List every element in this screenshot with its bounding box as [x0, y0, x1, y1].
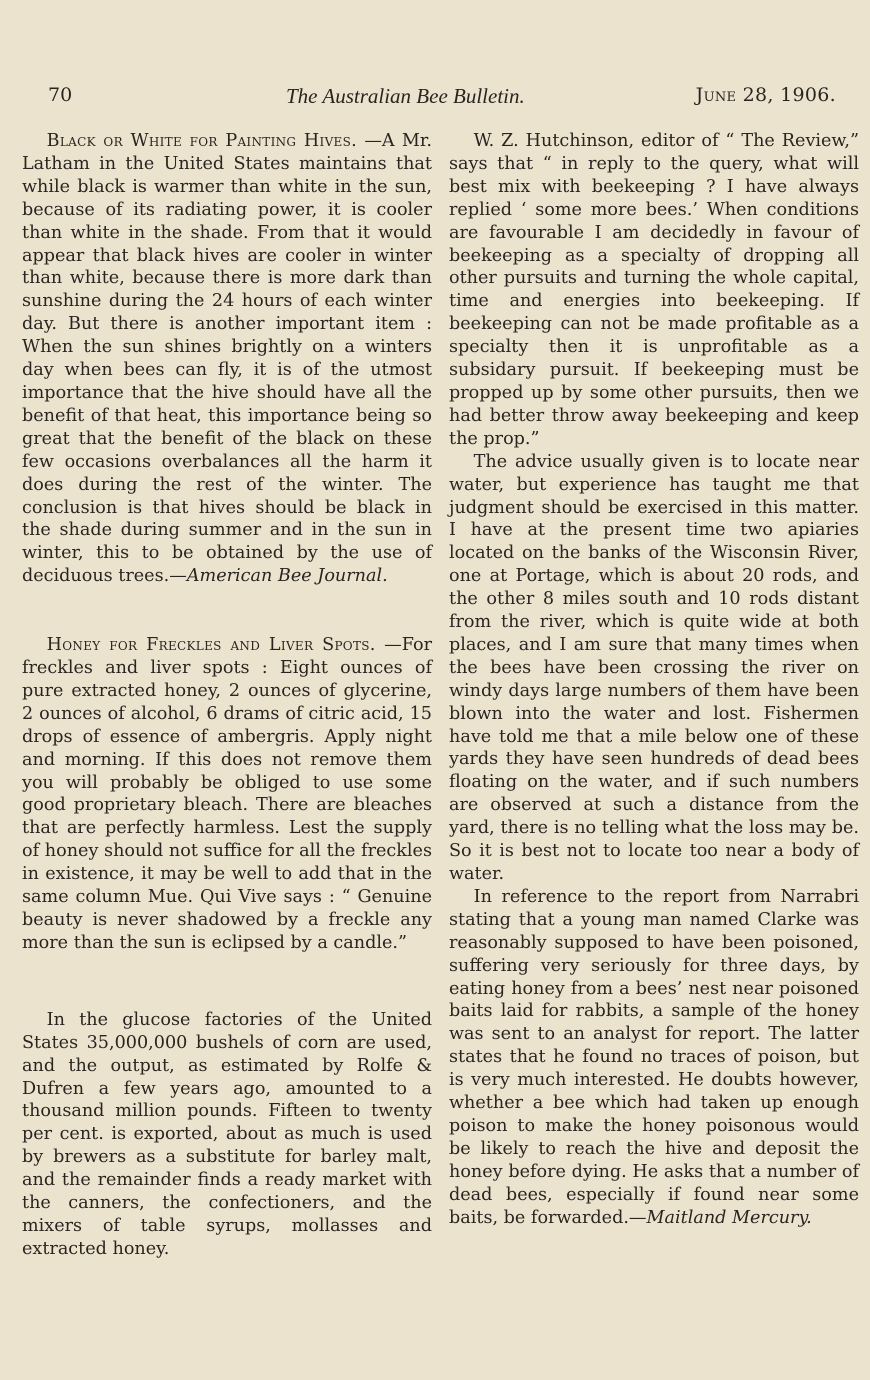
article-painting-hives	[22, 130, 432, 588]
page-header	[48, 84, 842, 114]
right-column	[449, 130, 859, 1230]
article-separator	[22, 955, 432, 1009]
page-number: 70	[48, 84, 73, 106]
article-source: Maitland Mercury.	[646, 1207, 812, 1228]
article-body: —A Mr. Latham in the United States maintains that while black is warmer than white in the sun, because of its radiating power, it is cooler than white in the shade. From that it would appear that black hives are cooler in winter than white, because there is more dark than sunshine during the 24 hours of each winter day. But there is another important item : When the sun shines brightly on a winters day when bees can fly, it is of the utmost importance that the hive should have all the benefit of that heat, this importance being so great that the benefit of the black on these few occasions overbalances all the harm it does during the rest of the winter. The conclusion is that hives should be black in the shade during summer and in the sun in winter, this to be obtained by the use of deciduous trees.—	[22, 131, 432, 587]
article-source: American Bee Journal.	[186, 566, 388, 587]
article-heading: Black or White for Painting Hives.	[46, 131, 358, 151]
journal-title: The Australian Bee Bulletin.	[286, 84, 525, 108]
paragraph-body: In reference to the report from Narrabri stating that a young man named Clarke was reasonably supposed to have been poisoned, suffering very seriously for three days, by eating honey from a bees’ nest near poisoned baits laid for rabbits, a sample of the honey was sent to an analyst for report. The latter states that he found no traces of poison, but is very much interested. He doubts however, whether a bee which had taken up enough poison to make the honey poisonous would be likely to reach the hive and deposit the honey before dying. He asks that a number of dead bees, especially if found near some baits, be forwarded.—	[449, 886, 859, 1228]
left-column	[22, 130, 432, 1261]
article-heading: Honey for Freckles and Liver Spots.	[46, 635, 376, 656]
paragraph-location-water: The advice usually given is to locate near water, but experience has taught me that judgment should be exercised in this matter. I have at the present time two apiaries located on the banks of the Wisconsin River, one at Portage, which is about 20 rods, and the other 8 miles south and 10 rods distant from the river, which is quite wide at both places, and I am sure that many times when the bees have been crossing the river on windy days large numbers of them have been blown into the water and lost. Fishermen have told me that a mile below one of these yards they have seen hundreds of dead bees floating on the water, and if such numbers are observed at such a distance from the yard, there is no telling what the loss may be. So it is best not to locate too near a body of water.	[449, 451, 859, 884]
issue-date: June 28, 1906.	[695, 84, 836, 106]
article-freckles	[22, 634, 432, 955]
article-separator	[22, 588, 432, 634]
paragraph-hutchinson: W. Z. Hutchinson, editor of “ The Review,” says that “ in reply to the query, what will best mix with beekeeping ? I have always replied ‘ some more bees.’ When conditions are favourable I am decidedly in favour of beekeeping as a specialty of dropping all other pursuits and turning the whole capital, time and energies into beekeeping. If beekeeping can not be made profitable as a specialty then it is unprofitable as a subsidary pursuit. If beekeeping must be propped up by some other pursuits, then we had better throw away beekeeping and keep the prop.”	[449, 131, 859, 449]
paragraph-narrabri	[449, 886, 859, 1230]
article-glucose: In the glucose factories of the United States 35,000,000 bushels of corn are used, and the output, as estimated by Rolfe & Dufren a few years ago, amounted to a thousand million pounds. Fifteen to twenty per cent. is exported, about as much is used by brewers as a substitute for barley malt, and the remainder finds a ready market with the canners, the confectioners, and the mixers of table syrups, mollasses and extracted honey.	[22, 1009, 432, 1259]
article-body: —For freckles and liver spots : Eight ounces of pure extracted honey, 2 ounces of glycerine, 2 ounces of alcohol, 6 drams of citric acid, 15 drops of essence of ambergris. Apply night and morning. If this does not remove them you will probably be obliged to use some good proprietary bleach. There are bleaches that are perfectly harmless. Lest the supply of honey should not suffice for all the freckles in existence, it may be well to add that in the same column Mue. Qui Vive says : “ Genuine beauty is never shadowed by a freckle any more than the sun is eclipsed by a candle.”	[22, 635, 433, 953]
